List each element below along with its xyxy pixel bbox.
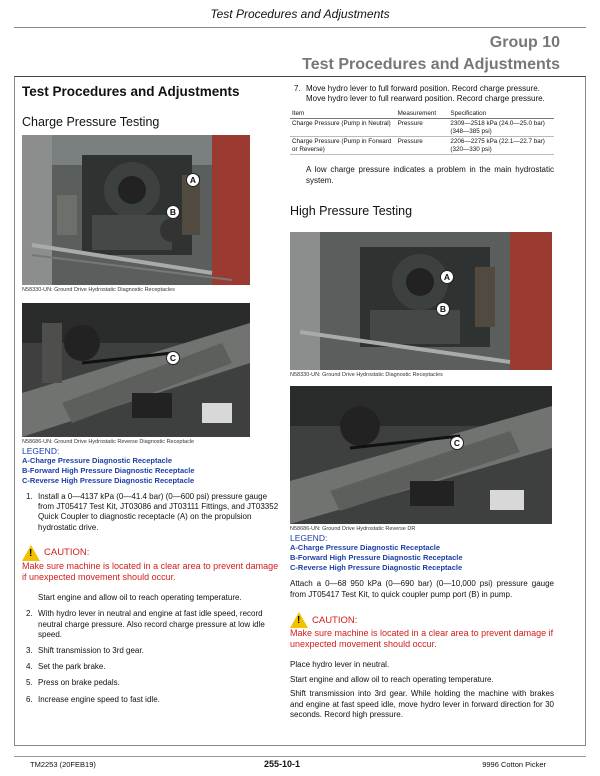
legend-item-a: A-Charge Pressure Diagnostic Receptacle xyxy=(22,456,173,465)
place-lever-text: Place hydro lever in neutral. xyxy=(290,660,390,670)
pump-photo-image xyxy=(22,135,250,285)
callout-c: C xyxy=(450,436,464,450)
spec-header-specification: Specification xyxy=(448,109,554,119)
step-4-text: Set the park brake. xyxy=(38,662,106,672)
right-column xyxy=(290,82,554,721)
legend-heading: LEGEND: xyxy=(22,446,60,456)
table-cell: Charge Pressure (Pump in Forward or Reverse) xyxy=(290,137,396,155)
table-cell: Charge Pressure (Pump in Neutral) xyxy=(290,119,396,137)
step-3-text: Shift transmission to 3rd gear. xyxy=(38,645,144,655)
step-2: 2. With hydro lever in neutral and engine at fast idle speed, record neutral charge pressure. Also record charge pressure at low idle speed. xyxy=(26,609,265,639)
callout-a: A xyxy=(440,270,454,284)
table-cell: Pressure xyxy=(396,119,449,137)
hp-caution-text: Make sure machine is located in a clear area to prevent damage if unexpected movement should occur. xyxy=(290,628,554,650)
step-6: 6. Increase engine speed to fast idle. xyxy=(26,694,160,704)
caution-text: Make sure machine is located in a clear area to prevent damage if unexpected movement should occur. xyxy=(22,560,279,582)
photo1-caption: N58330-UN: Ground Drive Hydrostatic Diagnostic Receptacles xyxy=(22,287,175,293)
step-3: 3. Shift transmission to 3rd gear. xyxy=(26,645,144,655)
start-engine-text: Start engine and allow oil to reach operating temperature. xyxy=(38,592,242,602)
section-title: Test Procedures and Adjustments xyxy=(22,84,240,99)
high-pressure-heading: High Pressure Testing xyxy=(290,204,413,219)
footer-doc-id: TM2253 (20FEB19) xyxy=(30,760,96,769)
hp-caution-word: CAUTION: xyxy=(312,614,358,626)
step-2-text: With hydro lever in neutral and engine at fast idle speed, record neutral charge pressure. Also record charge pressure at low idle speed. xyxy=(38,609,265,639)
hp-reverse-photo-image xyxy=(290,386,552,524)
callout-a: A xyxy=(186,173,200,187)
hp-legend-item-b: B-Forward High Pressure Diagnostic Receptacle xyxy=(290,553,463,563)
hp-reverse-photo xyxy=(290,386,552,524)
left-column xyxy=(22,82,282,705)
running-header xyxy=(14,0,586,28)
step-1-text: Install a 0—4137 kPa (0—41.4 bar) (0—600 psi) pressure gauge from JT05417 Test Kit, JT03086 and JT03111 Fittings, and JT03352 Quick Coupler to diagnostic receptacle (A) on the propulsion hydrostatic drive. xyxy=(38,492,279,532)
page-footer xyxy=(14,756,586,774)
table-cell: Pressure xyxy=(396,137,449,155)
group-label: Group 10 xyxy=(489,34,560,51)
charge-pressure-heading: Charge Pressure Testing xyxy=(22,115,160,129)
footer-page-number: 255-10-1 xyxy=(264,759,301,769)
high-pressure-pump-photo xyxy=(290,232,552,370)
hp-pump-photo-image xyxy=(290,232,552,370)
steps-list-1 xyxy=(22,492,282,533)
hp-photo1-caption: N58330-UN: Ground Drive Hydrostatic Diagnostic Receptacles xyxy=(290,372,443,379)
warning-icon xyxy=(22,545,40,561)
table-row xyxy=(290,119,554,137)
step-6-text: Increase engine speed to fast idle. xyxy=(38,694,160,704)
table-cell: 2206—2275 kPa (22.1—22.7 bar) (320—330 psi) xyxy=(448,137,554,155)
hp-legend xyxy=(290,533,554,573)
running-title: Test Procedures and Adjustments xyxy=(210,7,390,21)
hp-legend-item-a: A-Charge Pressure Diagnostic Receptacle xyxy=(290,543,441,553)
hp-caution-block xyxy=(290,612,554,650)
hp-legend-item-c: C-Reverse High Pressure Diagnostic Receptacle xyxy=(290,563,463,573)
legend-item-b: B-Forward High Pressure Diagnostic Receptacle xyxy=(22,466,195,475)
spec-table xyxy=(290,109,554,155)
step-5: 5. Press on brake pedals. xyxy=(26,678,120,688)
low-charge-note: A low charge pressure indicates a problem in the main hydrostatic system. xyxy=(306,165,554,185)
steps-list-2 xyxy=(22,609,282,704)
step-4: 4. Set the park brake. xyxy=(26,662,106,672)
callout-b: B xyxy=(436,302,450,316)
caution-block xyxy=(22,545,282,583)
hp-photo2-caption: N58686-UN: Ground Drive Hydrostatic Reverse DR xyxy=(290,526,416,533)
warning-icon xyxy=(290,612,308,628)
hp-start-engine-text: Start engine and allow oil to reach operating temperature. xyxy=(290,674,494,684)
hydrostatic-pump-photo xyxy=(22,135,250,285)
legend-item-c: C-Reverse High Pressure Diagnostic Receptacle xyxy=(22,476,195,485)
hp-legend-heading: LEGEND: xyxy=(290,533,328,544)
table-cell: 2309—2518 kPa (24.0—25.0 bar) (348—385 psi) xyxy=(448,119,554,137)
attach-gauge-text: Attach a 0—68 950 kPa (0—690 bar) (0—10,000 psi) pressure gauge from JT05417 Test Kit, to quick coupler pump port (B) in pump. xyxy=(290,579,554,599)
spec-header-measurement: Measurement xyxy=(396,109,449,119)
step-7-text: Move hydro lever to full forward position. Record charge pressure. Move hydro lever to full rearward position. Record charge pressure. xyxy=(306,84,545,104)
callout-b: B xyxy=(166,205,180,219)
group-title: Test Procedures and Adjustments xyxy=(302,56,560,73)
footer-model: 9996 Cotton Picker xyxy=(482,760,546,769)
legend xyxy=(22,446,282,486)
photo2-caption: N58686-UN: Ground Drive Hydrostatic Reverse Diagnostic Receptacle xyxy=(22,439,195,445)
group-heading xyxy=(302,34,560,74)
shift-transmission-text: Shift transmission into 3rd gear. While holding the machine with brakes and engine at fast speed idle, move hydro lever in forward direction for 30 seconds. Record high pressure. xyxy=(290,689,554,720)
caution-word: CAUTION: xyxy=(44,547,90,559)
reverse-photo-image xyxy=(22,303,250,437)
step-7: 7. Move hydro lever to full forward position. Record charge pressure. Move hydro lever to full rearward position. Record charge pressure. xyxy=(294,84,545,104)
reverse-receptacle-photo xyxy=(22,303,250,437)
step-5-text: Press on brake pedals. xyxy=(38,678,120,688)
spec-header-item: Item xyxy=(290,109,396,119)
callout-c: C xyxy=(166,351,180,365)
table-row xyxy=(290,137,554,155)
step-7-list xyxy=(290,84,554,104)
step-1: 1. Install a 0—4137 kPa (0—41.4 bar) (0—600 psi) pressure gauge from JT05417 Test Kit, JT03086 and JT03111 Fittings, and JT03352 Quick Coupler to diagnostic receptacle (A) on the propulsion hydrostatic drive. xyxy=(26,492,279,532)
